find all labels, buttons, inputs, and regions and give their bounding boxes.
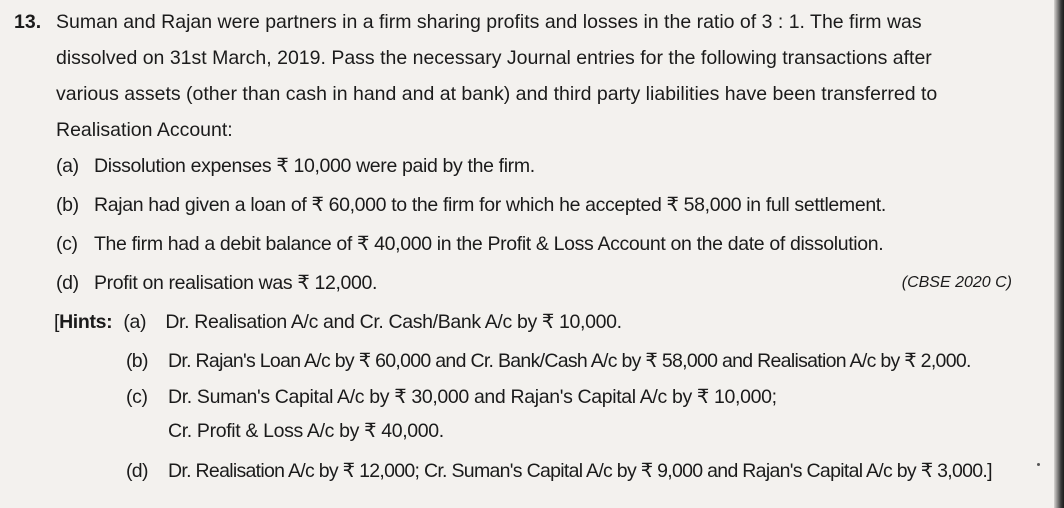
hint-text: Dr. Suman's Capital A/c by ₹ 30,000 and Rajan's Capital A/c by ₹ 10,000; <box>168 386 777 408</box>
question-intro-line-4: Realisation Account: <box>56 119 233 141</box>
hint-label: (d) <box>126 460 148 482</box>
question-item-b <box>56 193 886 217</box>
page-edge-shadow <box>1054 0 1064 508</box>
item-text: The firm had a debit balance of ₹ 40,000 in the Profit & Loss Account on the date of dissolution. <box>94 233 884 255</box>
hint-line-c <box>126 385 777 409</box>
question-item-d <box>56 271 377 295</box>
source-citation: (CBSE 2020 C) <box>901 274 1012 291</box>
item-label: (b) <box>56 194 79 216</box>
item-label: (a) <box>56 155 79 177</box>
hint-text: Dr. Rajan's Loan A/c by ₹ 60,000 and Cr. Bank/Cash A/c by ₹ 58,000 and Realisation A/c by ₹ 2,000. <box>168 350 971 372</box>
hint-line-c-continued: Cr. Profit & Loss A/c by ₹ 40,000. <box>168 420 444 442</box>
item-label: (d) <box>56 272 79 294</box>
question-number: 13. <box>14 11 42 33</box>
item-text: Profit on realisation was ₹ 12,000. <box>94 272 378 294</box>
hint-line-b <box>126 349 971 373</box>
item-label: (c) <box>56 233 78 255</box>
item-text: Dissolution expenses ₹ 10,000 were paid by the firm. <box>94 155 535 177</box>
question-intro-line-2: dissolved on 31st March, 2019. Pass the necessary Journal entries for the following transactions after <box>56 47 932 69</box>
hint-label: (c) <box>126 386 148 408</box>
hints-open-bracket: [ <box>54 311 60 333</box>
question-item-a <box>56 154 535 178</box>
hint-label: (b) <box>126 350 148 372</box>
hint-line-d <box>126 459 992 483</box>
item-text: Rajan had given a loan of ₹ 60,000 to the firm for which he accepted ₹ 58,000 in full settlement. <box>94 194 886 216</box>
hints-title: Hints: <box>59 311 113 333</box>
hint-text: Dr. Realisation A/c and Cr. Cash/Bank A/c by ₹ 10,000. <box>165 311 622 333</box>
question-item-c <box>56 232 883 256</box>
question-intro-line-1: Suman and Rajan were partners in a firm sharing profits and losses in the ratio of 3 : 1. The firm was <box>56 11 922 33</box>
print-speck <box>1037 463 1040 466</box>
hint-text: Dr. Realisation A/c by ₹ 12,000; Cr. Suman's Capital A/c by ₹ 9,000 and Rajan's Capital A/c by ₹ 3,000.] <box>168 460 992 482</box>
question-intro-line-3: various assets (other than cash in hand and at bank) and third party liabilities have been transferred to <box>56 83 938 105</box>
hint-label: (a) <box>123 311 147 333</box>
hint-line-a <box>54 310 622 334</box>
